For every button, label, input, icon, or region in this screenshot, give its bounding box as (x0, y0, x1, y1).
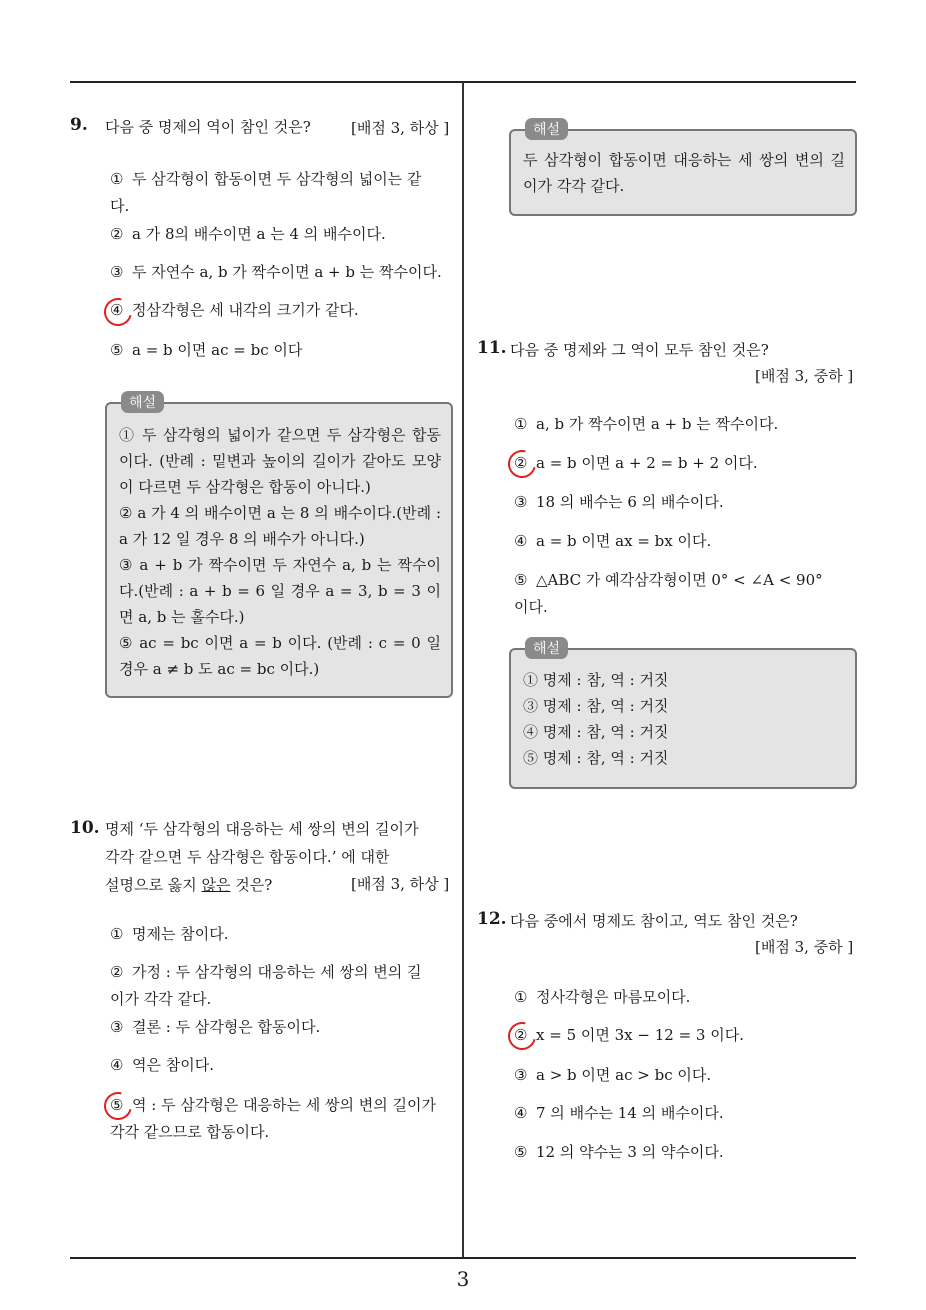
option-3[interactable] (514, 1062, 711, 1089)
question-number: 10. (70, 818, 100, 838)
option-marker: ① (110, 170, 124, 188)
explanation-line: ⑤ 명제 : 참, 역 : 거짓 (523, 749, 669, 767)
explanation-box (509, 641, 857, 789)
question-number: 9. (70, 115, 88, 135)
option-text: a, b 가 짝수이면 a + b 는 짝수이다. (536, 415, 779, 433)
explanation-text (119, 422, 441, 682)
question-text: 다음 중에서 명제도 참이고, 역도 참인 것은? (510, 912, 798, 930)
option-5[interactable] (514, 1139, 724, 1166)
option-marker: ④ (110, 1056, 124, 1074)
column-divider (462, 82, 464, 1258)
option-text: 정사각형은 마름모이다. (536, 988, 691, 1006)
score-label: [배점 3, 중하 ] (755, 367, 854, 385)
option-2[interactable] (110, 221, 386, 248)
option-marker: ⑤ (110, 341, 124, 359)
option-text: a > b 이면 ac > bc 이다. (536, 1066, 712, 1084)
option-text: 18 의 배수는 6 의 배수이다. (536, 493, 724, 511)
score-label: [배점 3, 중하 ] (755, 938, 854, 956)
option-text: 역 : 두 삼각형은 대응하는 세 쌍의 변의 길이가 각각 같으므로 합동이다. (110, 1096, 437, 1141)
text-segment: 것은? (230, 876, 273, 894)
option-text: 명제는 참이다. (132, 925, 229, 943)
bottom-rule (70, 1257, 856, 1259)
option-3[interactable] (110, 259, 442, 286)
option-1[interactable] (110, 166, 430, 220)
option-5[interactable] (514, 567, 824, 621)
explanation-line: ① 명제 : 참, 역 : 거짓 (523, 671, 669, 689)
option-marker: ④ (514, 532, 528, 550)
option-4[interactable] (110, 297, 359, 324)
explanation-line: ⑤ ac = bc 이면 a = b 이다. (반례 : c = 0 일 경우 a ≠ b 도 ac = bc 이다.) (119, 634, 441, 678)
option-4[interactable] (514, 528, 711, 555)
option-marker: ③ (110, 1018, 124, 1036)
option-marker: ② (110, 225, 124, 243)
option-1[interactable] (514, 411, 778, 438)
option-text: a = b 이면 ax = bx 이다. (536, 532, 712, 550)
option-text: 두 자연수 a, b 가 짝수이면 a + b 는 짝수이다. (132, 263, 442, 281)
explanation-text (523, 667, 845, 771)
option-marker: ③ (514, 1066, 528, 1084)
question-text-line: 각각 같으면 두 삼각형은 합동이다.’ 에 대한 (105, 848, 390, 866)
score-label: [배점 3, 하상 ] (351, 119, 450, 137)
option-2[interactable] (110, 959, 430, 1013)
option-marker: ② (514, 454, 528, 472)
option-marker: ③ (514, 493, 528, 511)
option-5[interactable] (110, 337, 302, 364)
option-text: x = 5 이면 3x − 12 = 3 이다. (536, 1026, 744, 1044)
option-text: △ABC 가 예각삼각형이면 0° < ∠A < 90° 이다. (514, 571, 823, 616)
explanation-line: ① 두 삼각형의 넓이가 같으면 두 삼각형은 합동이다. (반례 : 밑변과 높이의 길이가 같아도 모양이 다르면 두 삼각형은 합동이 아니다.) (119, 426, 441, 496)
option-2[interactable] (514, 1022, 744, 1049)
option-text: a 가 8의 배수이면 a 는 4 의 배수이다. (132, 225, 386, 243)
option-text: a = b 이면 a + 2 = b + 2 이다. (536, 454, 758, 472)
option-marker: ② (514, 1026, 528, 1044)
explanation-label: 해설 (525, 118, 568, 140)
underlined-word: 않은 (201, 876, 231, 894)
option-marker: ① (110, 925, 124, 943)
option-text: 역은 참이다. (132, 1056, 214, 1074)
question-text: 다음 중 명제와 그 역이 모두 참인 것은? (510, 341, 769, 359)
option-marker: ① (514, 988, 528, 1006)
text-segment: 설명으로 옳지 (105, 876, 202, 894)
option-text: 결론 : 두 삼각형은 합동이다. (132, 1018, 321, 1036)
explanation-line: ③ a + b 가 짝수이면 두 자연수 a, b 는 짝수이다.(반례 : a + b = 6 일 경우 a = 3, b = 3 이면 a, b 는 홀수다.) (119, 556, 441, 626)
option-1[interactable] (514, 984, 690, 1011)
explanation-label: 해설 (121, 391, 164, 413)
question-number: 12. (477, 909, 507, 929)
page-number: 3 (456, 1267, 470, 1291)
option-marker: ⑤ (514, 571, 528, 589)
option-marker: ③ (110, 263, 124, 281)
explanation-line: ④ 명제 : 참, 역 : 거짓 (523, 723, 669, 741)
score-label: [배점 3, 하상 ] (351, 875, 450, 893)
explanation-box (509, 122, 857, 216)
option-text: 12 의 약수는 3 의 약수이다. (536, 1143, 724, 1161)
option-text: 7 의 배수는 14 의 배수이다. (536, 1104, 724, 1122)
option-2[interactable] (514, 450, 758, 477)
option-marker: ⑤ (514, 1143, 528, 1161)
option-4[interactable] (514, 1100, 724, 1127)
explanation-label: 해설 (525, 637, 568, 659)
option-text: a = b 이면 ac = bc 이다 (132, 341, 303, 359)
option-marker: ④ (110, 301, 124, 319)
option-text: 정삼각형은 세 내각의 크기가 같다. (132, 301, 359, 319)
option-4[interactable] (110, 1052, 214, 1079)
option-3[interactable] (514, 489, 724, 516)
option-text: 가정 : 두 삼각형의 대응하는 세 쌍의 변의 길이가 각각 같다. (110, 963, 422, 1008)
option-text: 두 삼각형이 합동이면 두 삼각형의 넓이는 같다. (110, 170, 422, 215)
option-marker: ① (514, 415, 528, 433)
option-3[interactable] (110, 1014, 320, 1041)
option-1[interactable] (110, 921, 228, 948)
option-5[interactable] (110, 1092, 450, 1146)
option-marker: ⑤ (110, 1096, 124, 1114)
explanation-text: 두 삼각형이 합동이면 대응하는 세 쌍의 변의 길이가 각각 같다. (523, 151, 845, 195)
option-marker: ② (110, 963, 124, 981)
option-marker: ④ (514, 1104, 528, 1122)
question-text: 다음 중 명제의 역이 참인 것은? (105, 118, 311, 136)
question-text-line: 명제 ‘두 삼각형의 대응하는 세 쌍의 변의 길이가 (105, 820, 419, 838)
explanation-box (105, 395, 453, 698)
explanation-line: ③ 명제 : 참, 역 : 거짓 (523, 697, 669, 715)
explanation-line: ② a 가 4 의 배수이면 a 는 8 의 배수이다.(반례 : a 가 12 일 경우 8 의 배수가 아니다.) (119, 504, 441, 548)
question-number: 11. (477, 338, 507, 358)
